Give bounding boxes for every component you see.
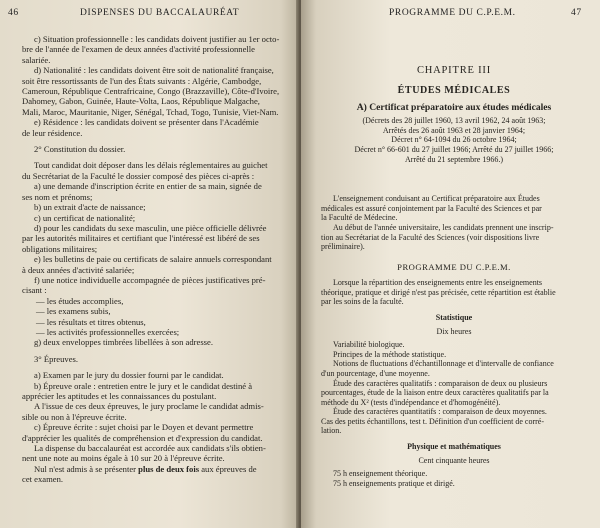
subsection-title: A) Certificat préparatoire aux études médicales xyxy=(356,101,552,113)
text-line: tion au Secrétariat de la Faculté des Sciences (voir dispositions livre xyxy=(321,232,540,242)
bold-phrase: plus de deux fois xyxy=(138,463,200,474)
intro-paragraph xyxy=(321,194,587,252)
text-line: cisant : xyxy=(22,285,47,296)
physique-content xyxy=(321,469,587,488)
decree-line: (Décrets des 28 juillet 1960, 13 avril 1962, 24 août 1963; xyxy=(362,116,546,126)
text-line: La dispense du baccalauréat est accordée aux candidats s'ils obtien- xyxy=(34,443,266,454)
text-line: e) les bulletins de paie ou certificats de salaire annuels correspondant xyxy=(34,254,272,265)
decree-line: Arrêté du 21 septembre 1966.) xyxy=(405,154,503,164)
left-body xyxy=(22,34,299,485)
page-number-right: 47 xyxy=(571,8,582,18)
right-body xyxy=(321,66,587,488)
chapter-title: CHAPITRE III xyxy=(416,65,492,76)
text-line: 75 h enseignement théorique. xyxy=(333,469,428,479)
text-line: ses nom et prénoms; xyxy=(22,191,93,202)
text-line: salariée. xyxy=(22,54,51,65)
text-line: médicales est assuré conjointement par la Faculté des Sciences et par xyxy=(321,203,542,213)
text-line: pourcentages, étude de la liaison entre deux caractères qualitatifs par la xyxy=(321,388,549,398)
list-item: — les examens subis, xyxy=(36,306,111,317)
text-line: bre de l'année de l'examen de deux années d'activité professionnelle xyxy=(22,44,255,55)
section-heading: 3° Épreuves. xyxy=(34,353,79,364)
text-line: a) Examen par le jury du dossier fourni par le candidat. xyxy=(34,370,224,381)
left-page xyxy=(0,0,299,528)
list-item: — les activités professionnelles exercées; xyxy=(36,326,180,337)
text-line: a) une demande d'inscription écrite en entier de sa main, signée de xyxy=(34,181,262,192)
section-heading: 2° Constitution du dossier. xyxy=(34,144,126,155)
text-line: Étude des caractères qualitatifs : comparaison de deux ou plusieurs xyxy=(333,378,548,388)
text-line: Dahomey, Gabon, Guinée, Haute-Volta, Laos, République Malgache, xyxy=(22,96,260,107)
text-line: Tout candidat doit déposer dans les délais réglementaires au guichet xyxy=(34,160,268,171)
text-line: d) Nationalité : les candidats doivent être soit de nationalité française, xyxy=(34,65,274,76)
physique-hours: Cent cinquante heures xyxy=(418,455,490,465)
text-line: d'un pourcentage, d'une moyenne. xyxy=(321,368,430,378)
text-line: Principes de la méthode statistique. xyxy=(333,349,447,359)
text-line: cet examen. xyxy=(22,474,64,485)
text-line: c) Épreuve écrite : sujet choisi par le Doyen et devant permettre xyxy=(34,422,254,433)
text-line: préliminaire). xyxy=(321,242,365,252)
text-line: lation. xyxy=(321,426,342,436)
text-line: obligations militaires; xyxy=(22,243,98,254)
text-line: d'apprécier les qualités de compréhension et d'expression du candidat. xyxy=(22,432,263,443)
text-line: f) une notice individuelle accompagnée de pièces justificatives pré- xyxy=(34,274,266,285)
decree-references xyxy=(321,116,587,164)
right-page xyxy=(301,0,600,528)
statistique-content xyxy=(321,340,587,436)
text-line: à deux années d'activité salariée; xyxy=(22,264,135,275)
text-line: par les soins de la faculté. xyxy=(321,297,404,307)
text-line: sible ou non à l'épreuve écrite. xyxy=(22,411,127,422)
text-line: c) Situation professionnelle : les candidats doivent justifier au 1er octo- xyxy=(34,34,280,44)
programme-heading: PROGRAMME DU C.P.E.M. xyxy=(397,261,511,272)
text-line: e) Résidence : les candidats doivent se présenter dans l'Académie xyxy=(34,117,259,128)
text-line: théorique, pratique et dirigé n'est pas précisée, cette répartition est établie xyxy=(321,287,556,297)
running-head-left: DISPENSES DU BACCALAURÉAT xyxy=(80,8,240,18)
text-line: Cas des petits échantillons, test t. Définition d'un coefficient de corré- xyxy=(321,416,545,426)
text-line: nent une note au moins égale à 10 sur 20 à l'épreuve écrite. xyxy=(22,453,225,464)
decree-line: Décret n° 66-601 du 27 juillet 1966; Arrêté du 27 juillet 1966; xyxy=(354,145,554,154)
text-line: la Faculté de Médecine. xyxy=(321,213,398,223)
page-number-left: 46 xyxy=(8,8,19,18)
text-line: du Secrétariat de la Faculté le dossier composé des pièces ci-après : xyxy=(22,170,255,181)
text-line: par les autorités militaires et certifiant que l'intéressé est libéré de ses xyxy=(22,233,260,244)
text-line: Au début de l'année universitaire, les candidats prennent une inscrip- xyxy=(333,222,554,232)
text-line: d) pour les candidats du sexe masculin, une pièce officielle délivrée xyxy=(34,222,267,233)
decree-line: Décret n° 64-1094 du 26 octobre 1964; xyxy=(391,135,517,145)
text-line: soit être ressortissants de l'un des États suivants : Algérie, Cambodge, xyxy=(22,75,262,86)
running-head-right: PROGRAMME DU C.P.E.M. xyxy=(389,8,516,18)
text-line: méthode du X² (tests d'indépendance et d'homogénéité). xyxy=(321,397,501,407)
text-line-with-bold: Nul n'est admis à se présenter plus de deux fois aux épreuves de xyxy=(34,463,257,474)
statistique-hours: Dix heures xyxy=(436,326,472,336)
text-line: 75 h enseignements pratique et dirigé. xyxy=(333,478,455,488)
text-line: Notions de fluctuations d'échantillonnage et d'intervalle de confiance xyxy=(333,359,554,369)
text-line: de leur résidence. xyxy=(22,127,83,138)
text-line: Mali, Maroc, Mauritanie, Niger, Sénégal, Tchad, Togo, Tunisie, Viet-Nam. xyxy=(22,106,279,117)
text-line: b) Épreuve orale : entretien entre le jury et le candidat destiné à xyxy=(34,380,253,391)
text-line: L'enseignement conduisant au Certificat préparatoire aux Études xyxy=(333,194,540,204)
statistique-title: Statistique xyxy=(435,312,473,322)
text-line: b) un extrait d'acte de naissance; xyxy=(34,202,146,213)
section-title: ÉTUDES MÉDICALES xyxy=(397,85,511,97)
text-line: c) un certificat de nationalité; xyxy=(34,212,136,223)
list-item: — les résultats et titres obtenus, xyxy=(36,316,146,327)
text-line: Variabilité biologique. xyxy=(333,340,405,350)
physique-title: Physique et mathématiques xyxy=(407,442,501,452)
text-line: Étude des caractères quantitatifs : comparaison de deux moyennes. xyxy=(333,407,547,417)
programme-intro xyxy=(321,278,587,307)
text-line: apprécier les aptitudes et les connaissances du postulant. xyxy=(22,391,217,401)
text-line: A l'issue de ces deux épreuves, le jury proclame le candidat admis- xyxy=(34,401,264,412)
list-item: — les études accomplies, xyxy=(36,295,124,306)
text-line: g) deux enveloppes timbrées libellées à son adresse. xyxy=(34,337,213,348)
text-line: Cameroun, République Centrafricaine, Congo (Brazzaville), Côte-d'Ivoire, xyxy=(22,86,280,97)
text-line: Lorsque la répartition des enseignements entre les enseignements xyxy=(333,278,543,288)
decree-line: Arrêtés des 26 août 1963 et 28 janvier 1964; xyxy=(382,125,526,135)
